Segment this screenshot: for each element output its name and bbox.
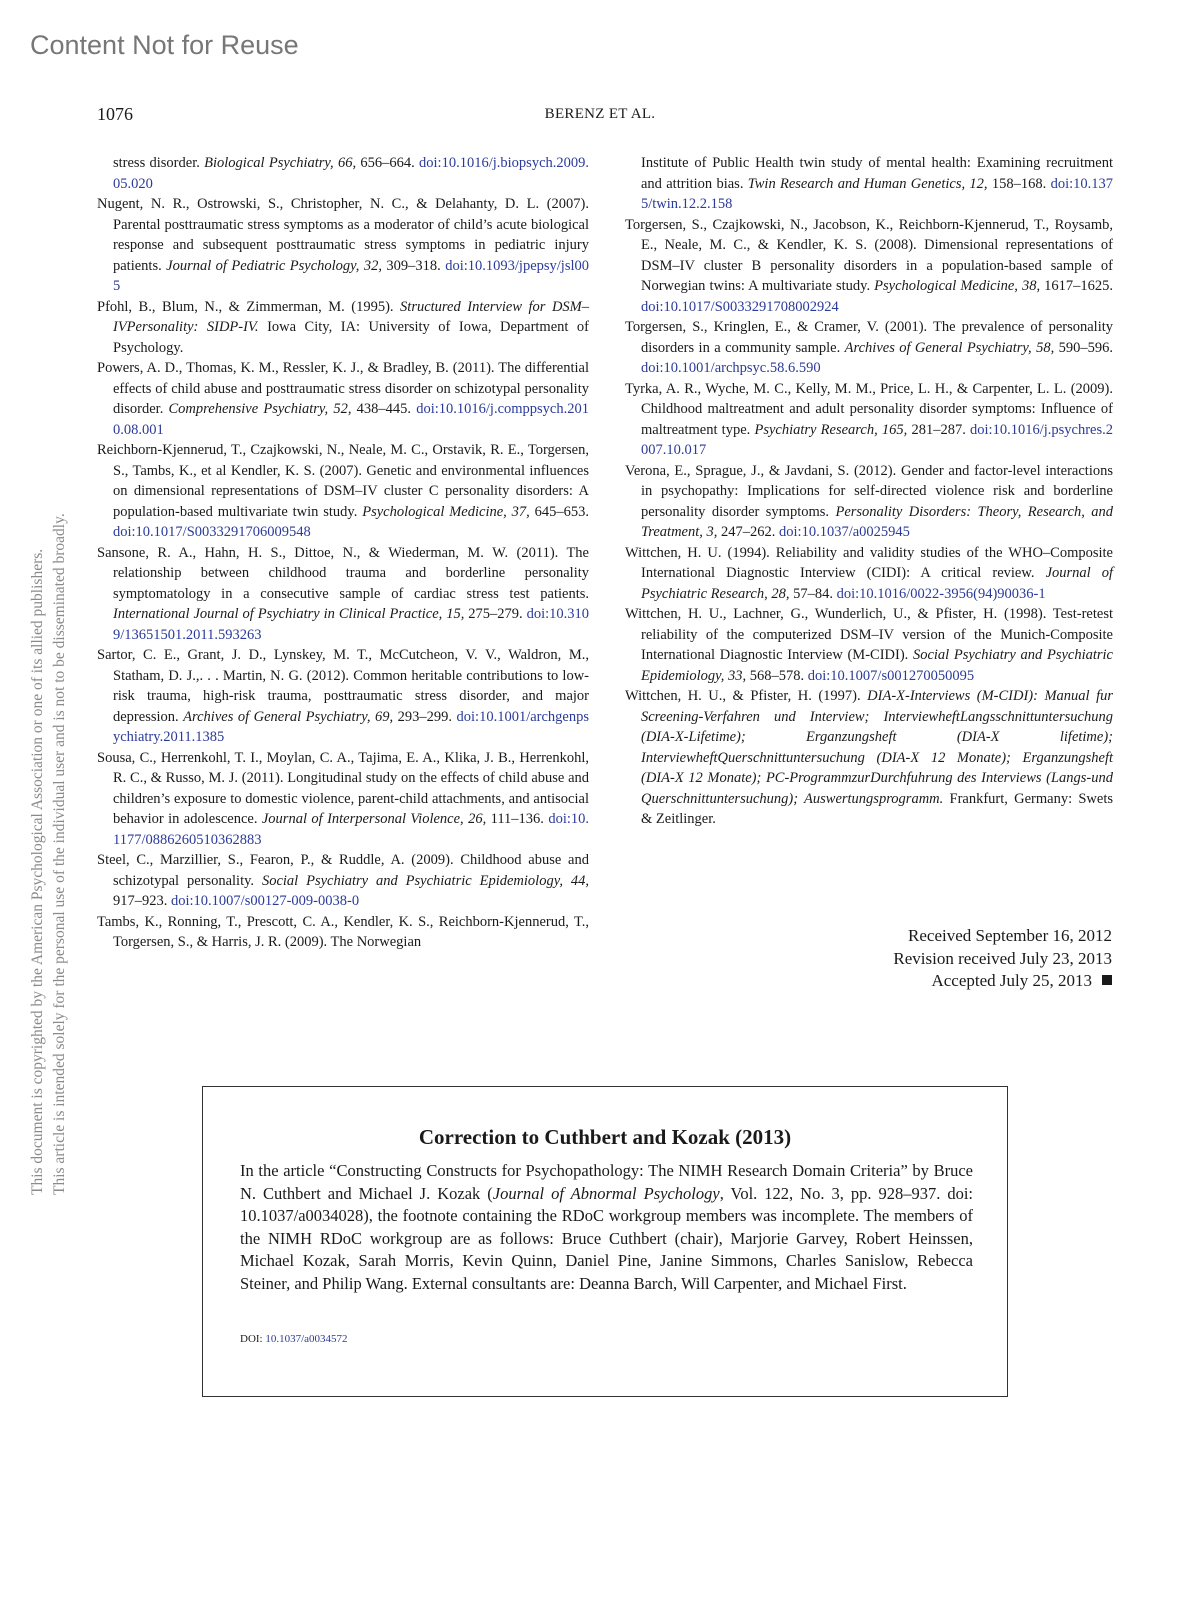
reference-doi-link[interactable]: doi:10.1007/s001270050095 — [807, 667, 975, 684]
reference-source: Psychological Medicine, 38, — [874, 278, 1041, 294]
reference-pages: 281–287. — [907, 421, 971, 438]
doi-label: DOI: — [240, 1333, 263, 1345]
reference-doi-link[interactable]: doi:10.3109/13651501.2011.593263 — [113, 606, 590, 643]
reference-source: Comprehensive Psychiatry, 52, — [168, 401, 352, 417]
correction-journal: Journal of Abnormal Psychology — [492, 1183, 720, 1203]
reference-pages: 293–299. — [393, 708, 457, 725]
reference-entry — [97, 912, 589, 953]
correction-title: Correction to Cuthbert and Kozak (2013) — [418, 1125, 792, 1149]
reference-text: Wittchen, H. U., & Pfister, H. (1997). — [625, 688, 868, 704]
reference-pages: Frankfurt, Germany: Swets & Zeitlinger. — [641, 790, 1113, 827]
reference-pages: 111–136. — [486, 811, 549, 827]
reference-text: Sansone, R. A., Hahn, H. S., Dittoe, N., & Wiederman, M. W. (2011). The relationship between childhood trauma and borderline personality symptomatology in a consecutive sample of cardiac stress test patients. — [97, 544, 589, 602]
reference-entry — [625, 153, 1113, 215]
copyright-notice — [27, 513, 71, 1195]
correction-notice — [202, 1086, 1008, 1397]
reference-entry — [625, 604, 1113, 686]
reference-text: Torgersen, S., Kringlen, E., & Cramer, V. (2001). The prevalence of personality disorders in a community sample. — [625, 319, 1113, 356]
reference-source: Archives of General Psychiatry, 58, — [844, 339, 1055, 356]
reference-pages: 438–445. — [351, 401, 417, 417]
reference-text: Nugent, N. R., Ostrowski, S., Christopher, N. C., & Delahanty, D. L. (2007). Parental posttraumatic stress symptoms as a moderator of child’s acute biological response and subsequent posttraumatic stress symptoms in pediatric injury patients. — [97, 196, 589, 274]
reference-doi-link[interactable]: doi:10.1016/0022-3956(94)90036-1 — [836, 585, 1046, 602]
reference-text: Sartor, C. E., Grant, J. D., Lynskey, M. T., McCutcheon, V. V., Waldron, M., Statham, D. J.,. . . Martin, N. G. (2012). Common heritable contributions to low-risk trauma, high-risk trauma, posttraumatic stress disorder, and major depression. — [97, 647, 589, 725]
reference-entry — [97, 297, 589, 359]
reference-pages: 158–168. — [987, 175, 1051, 192]
reference-doi-link[interactable]: doi:10.1375/twin.12.2.158 — [641, 175, 1113, 212]
reference-source: Journal of Psychiatric Research, 28, — [641, 565, 1113, 602]
reference-pages: 590–596. — [1054, 339, 1113, 356]
reference-doi-link[interactable]: doi:10.1017/S0033291706009548 — [113, 524, 311, 540]
reference-text: Torgersen, S., Czajkowski, N., Jacobson, K., Reichborn-Kjennerud, T., Roysamb, E., Neale, M. C., & Kendler, K. S. (2008). Dimensional representations of DSM–IV cluster B personality disorders in a population-based sample of Norwegian twins: A multivariate study. — [625, 216, 1113, 294]
reference-source: Personality Disorders: Theory, Research, and Treatment, 3, — [641, 503, 1113, 540]
reference-pages: 568–578. — [746, 667, 808, 684]
reference-text: Sousa, C., Herrenkohl, T. I., Moylan, C. A., Tajima, E. A., Klika, J. B., Herrenkohl, R. C., & Russo, M. J. (2011). Longitudinal study on the effects of child abuse and children’s exposure to domestic violence, parent-child attachments, and antisocial behavior in adolescence. — [97, 749, 589, 827]
correction-text: , Vol. 122, No. 3, pp. 928–937. doi: 10.1037/a0034028), the footnote containing the RDoC workgroup members was incomplete. The members of the NIMH RDoC workgroup are as follows: Bruce Cuthbert (chair), Marjorie Garvey, Robert Heinssen, Michael Kozak, Sarah Morris, Kevin Quinn, Daniel Pine, Janine Simmons, Charles Sanislow, Rebecca Steiner, and Philip Wang. External consultants are: Deanna Barch, Will Carpenter, and Michael First. — [240, 1183, 973, 1293]
revised-date: Revision received July 23, 2013 — [893, 948, 1112, 968]
reference-entry — [625, 379, 1113, 461]
reference-source: Journal of Pediatric Psychology, 32, — [166, 257, 382, 274]
reference-entry — [625, 215, 1113, 318]
received-date: Received September 16, 2012 — [908, 926, 1112, 945]
reference-pages: 1617–1625. — [1040, 278, 1113, 294]
reference-source: DIA-X-Interviews (M-CIDI): Manual fur Screening-Verfahren und Interview; InterviewheftLangsschnittuntersuchung (DIA-X-Lifetime); Erganzungsheft (DIA-X lifetime); InterviewheftQuerschnittuntersuchung (DIA-X 12 Monate); Erganzungsheft (DIA-X 12 Monate); PC-ProgrammzurDurchfuhrung des Interviews (Langs-und Querschnittuntersuchung); Auswertungsprogramm. — [641, 688, 1113, 807]
reference-text: Tambs, K., Ronning, T., Prescott, C. A., Kendler, K. S., Reichborn-Kjennerud, T., Torgersen, S., & Harris, J. R. (2009). The Norwegian — [97, 913, 589, 950]
reference-text: Powers, A. D., Thomas, K. M., Ressler, K. J., & Bradley, B. (2011). The differential effects of child abuse and posttraumatic stress disorder on schizotypal personality disorder. — [97, 360, 589, 417]
correction-doi — [240, 1333, 348, 1345]
reference-entry — [625, 543, 1113, 605]
references-column-left — [97, 153, 589, 953]
reference-source: Structured Interview for DSM–IVPersonality: SIDP-IV. — [113, 298, 589, 335]
reference-source: Social Psychiatry and Psychiatric Epidemiology, 44, — [261, 872, 589, 889]
reference-text: Reichborn-Kjennerud, T., Czajkowski, N., Neale, M. C., Orstavik, R. E., Torgersen, S., Tambs, K., et al Kendler, K. S. (2007). Genetic and environmental influences on dimensional representations of DSM–IV cluster C personality disorders: A population-based multivariate twin study. — [97, 442, 589, 520]
reference-pages: 247–262. — [717, 524, 780, 540]
reference-source: Journal of Interpersonal Violence, 26, — [261, 811, 487, 827]
reference-entry — [625, 317, 1113, 379]
reference-source: Social Psychiatry and Psychiatric Epidemiology, 33, — [641, 647, 1113, 684]
article-history — [893, 925, 1112, 993]
reference-source: Biological Psychiatry, 66, — [204, 155, 357, 171]
reference-source: International Journal of Psychiatry in Clinical Practice, 15, — [113, 606, 465, 622]
reference-pages: 57–84. — [789, 585, 837, 602]
copyright-notice-line: This article is intended solely for the personal use of the individual user and is not to be disseminated broadly. — [51, 513, 68, 1195]
reference-pages: 275–279. — [464, 606, 527, 622]
doi-link[interactable]: 10.1037/a0034572 — [265, 1333, 348, 1345]
accepted-date — [893, 970, 1112, 993]
running-head: BERENZ ET AL. — [544, 106, 656, 122]
reference-text: Tyrka, A. R., Wyche, M. C., Kelly, M. M., Price, L. H., & Carpenter, L. L. (2009). Childhood maltreatment and adult personality disorder symptoms: Influence of maltreatment type. — [625, 380, 1113, 438]
reference-entry — [97, 645, 589, 748]
reference-text: stress disorder. — [113, 155, 205, 171]
reference-entry — [625, 461, 1113, 543]
reference-pages: 917–923. — [113, 893, 171, 909]
reference-source: Psychological Medicine, 37, — [362, 503, 530, 520]
reference-doi-link[interactable]: doi:10.1001/archpsyc.58.6.590 — [641, 360, 821, 376]
page-number: 1076 — [97, 104, 133, 124]
correction-text: In the article “Constructing Constructs for Psychopathology: The NIMH Research Domain Criteria” by Bruce N. Cuthbert and Michael J. Kozak ( — [240, 1161, 973, 1203]
reference-pages: 645–653. — [529, 503, 589, 520]
reference-entry — [97, 440, 589, 543]
reference-entry — [97, 194, 589, 297]
reference-entry — [97, 748, 589, 851]
end-of-article-mark — [1102, 975, 1112, 985]
watermark: Content Not for Reuse — [30, 30, 299, 60]
correction-body — [240, 1160, 973, 1295]
reference-pages: 656–664. — [356, 155, 420, 171]
reference-text: Verona, E., Sprague, J., & Javdani, S. (2012). Gender and factor-level interactions in psychopathy: Implications for self-directed violence risk and borderline personality disorder symptoms. — [625, 462, 1113, 520]
reference-entry — [97, 358, 589, 440]
reference-doi-link[interactable]: doi:10.1001/archgenpsychiatry.2011.1385 — [113, 708, 590, 745]
reference-source: Archives of General Psychiatry, 69, — [183, 708, 394, 725]
reference-text: Pfohl, B., Blum, N., & Zimmerman, M. (1995). — [97, 298, 401, 315]
reference-source: Psychiatry Research, 165, — [754, 421, 908, 438]
reference-doi-link[interactable]: doi:10.1093/jpepsy/jsl005 — [113, 257, 589, 294]
reference-text: Wittchen, H. U., Lachner, G., Wunderlich, U., & Pfister, H. (1998). Test-retest reliability of the computerized DSM–IV version of the Munich-Composite International Diagnostic Interview (M-CIDI). — [625, 606, 1113, 663]
reference-pages: Iowa City, IA: University of Iowa, Department of Psychology. — [113, 319, 590, 356]
reference-entry — [97, 543, 589, 646]
reference-doi-link[interactable]: doi:10.1016/j.comppsych.2010.08.001 — [113, 401, 589, 438]
reference-doi-link[interactable]: doi:10.1016/j.psychres.2007.10.017 — [641, 421, 1113, 458]
reference-doi-link[interactable]: doi:10.1017/S0033291708002924 — [641, 298, 839, 315]
references-column-right — [625, 153, 1113, 830]
reference-doi-link[interactable]: doi:10.1177/0886260510362883 — [113, 811, 589, 848]
reference-text: Institute of Public Health twin study of mental health: Examining recruitment and attrition bias. — [641, 155, 1113, 192]
reference-entry — [97, 153, 589, 194]
reference-pages: 309–318. — [381, 257, 446, 274]
reference-doi-link[interactable]: doi:10.1016/j.biopsych.2009.05.020 — [113, 155, 590, 192]
reference-entry — [97, 850, 589, 912]
reference-doi-link[interactable]: doi:10.1037/a0025945 — [779, 524, 910, 540]
reference-doi-link[interactable]: doi:10.1007/s00127-009-0038-0 — [171, 893, 360, 909]
copyright-notice-line: This document is copyrighted by the American Psychological Association or one of its allied publishers. — [29, 548, 46, 1195]
reference-text: Wittchen, H. U. (1994). Reliability and validity studies of the WHO–Composite International Diagnostic Interview (CIDI): A critical review. — [625, 544, 1113, 581]
reference-text: Steel, C., Marzillier, S., Fearon, P., & Ruddle, A. (2009). Childhood abuse and schizotypal personality. — [97, 852, 589, 889]
reference-entry — [625, 686, 1113, 830]
reference-source: Twin Research and Human Genetics, 12, — [747, 175, 988, 192]
accepted-date-text: Accepted July 25, 2013 — [931, 971, 1092, 990]
